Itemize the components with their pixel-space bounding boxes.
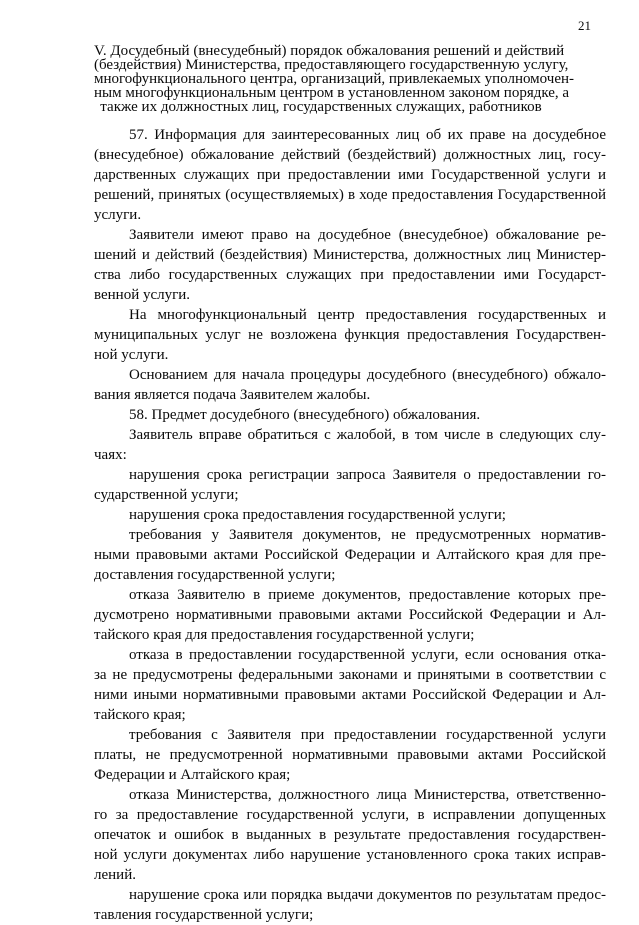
text-line: нарушение срока или порядка выдачи документов по результатам предос-	[129, 887, 606, 903]
text-line: тайского края;	[94, 707, 186, 723]
text-line: опечаток и ошибок в выданных в результате предоставления государствен-	[94, 827, 606, 843]
paragraph	[94, 785, 606, 885]
text-line: услуги.	[94, 207, 142, 223]
text-line: требования у Заявителя документов, не предусмотренных норматив-	[129, 527, 606, 543]
text-line: требования с Заявителя при предоставлении государственной услуги	[129, 727, 606, 743]
heading-line: (бездействия) Министерства, предоставляющего государственную услугу,	[94, 57, 569, 73]
text-line: 57. Информация для заинтересованных лиц об их праве на досудебное	[129, 127, 606, 143]
text-line: за не предусмотрены федеральными законами и принятыми в соответствии с	[94, 667, 606, 683]
text-line: вания является подача Заявителем жалобы.	[94, 387, 371, 403]
paragraph	[94, 465, 606, 505]
text-line: тайского края для предоставления государственной услуги;	[94, 627, 475, 643]
paragraph	[94, 365, 606, 405]
body-text	[94, 125, 606, 925]
text-line: платы, не предусмотренной нормативными правовыми актами Российской	[94, 747, 606, 763]
text-line: ной услуги.	[94, 347, 169, 363]
text-line: го за предоставление государственной услуги, в исправлении допущенных	[94, 807, 606, 823]
page-number: 21	[578, 18, 591, 33]
text-line: муниципальных услуг не возложена функция предоставления Государствен-	[94, 327, 606, 343]
heading-line: также их должностных лиц, государственных служащих, работников	[100, 99, 542, 115]
text-line: шений и действий (бездействия) Министерства, должностных лиц Министер-	[94, 247, 606, 263]
text-line: отказа Министерства, должностного лица Министерства, ответственно-	[129, 787, 606, 803]
text-line: Заявители имеют право на досудебное (внесудебное) обжалование ре-	[129, 227, 606, 243]
text-line: отказа Заявителю в приеме документов, предоставление которых пре-	[129, 587, 606, 603]
paragraph	[94, 505, 606, 525]
text-line: венной услуги.	[94, 287, 191, 303]
text-line: решений, принятых (осуществляемых) в ходе предоставления Государственной	[94, 187, 606, 203]
text-line: лений.	[94, 867, 136, 883]
text-line: Федерации и Алтайского края;	[94, 767, 291, 783]
paragraph	[94, 225, 606, 305]
section-heading	[94, 43, 575, 115]
paragraph	[94, 645, 606, 725]
text-line: тавления государственной услуги;	[94, 907, 314, 923]
text-line: дусмотрено нормативными правовыми актами Российской Федерации и Ал-	[94, 607, 606, 623]
paragraph	[94, 525, 606, 585]
text-line: ными правовыми актами Российской Федерации и Алтайского края для пре-	[94, 547, 606, 563]
text-line: ства либо государственных служащих при предоставлении ими Государст-	[94, 267, 606, 283]
text-line: Заявитель вправе обратиться с жалобой, в том числе в следующих слу-	[129, 427, 606, 443]
heading-line: многофункционального центра, организаций, привлекаемых уполномочен-	[94, 71, 575, 87]
text-line: дарственных служащих при предоставлении ими Государственной услуги и	[94, 167, 606, 183]
text-line: чаях:	[94, 447, 127, 463]
paragraph	[94, 305, 606, 365]
text-line: нарушения срока регистрации запроса Заявителя о предоставлении го-	[129, 467, 606, 483]
text-line: нарушения срока предоставления государственной услуги;	[129, 507, 506, 523]
text-line: (внесудебное) обжалование действий (бездействий) должностных лиц, госу-	[94, 147, 606, 163]
paragraph	[94, 585, 606, 645]
paragraph	[94, 125, 606, 225]
text-line: сударственной услуги;	[94, 487, 239, 503]
paragraph	[94, 425, 606, 465]
text-line: 58. Предмет досудебного (внесудебного) обжалования.	[129, 407, 481, 423]
heading-line: V. Досудебный (внесудебный) порядок обжалования решений и действий	[94, 43, 565, 59]
paragraph	[94, 885, 606, 925]
paragraph	[94, 725, 606, 785]
text-line: ними иными нормативными правовыми актами Российской Федерации и Ал-	[94, 687, 606, 703]
text-line: ной услуги документах либо нарушение установленного срока таких исправ-	[94, 847, 606, 863]
text-line: Основанием для начала процедуры досудебного (внесудебного) обжало-	[129, 367, 606, 383]
text-line: отказа в предоставлении государственной услуги, если основания отка-	[129, 647, 606, 663]
heading-line: ным многофункциональным центром в установленном законом порядке, а	[94, 85, 570, 101]
paragraph	[94, 405, 606, 425]
text-line: доставления государственной услуги;	[94, 567, 336, 583]
text-line: На многофункциональный центр предоставления государственных и	[129, 307, 606, 323]
